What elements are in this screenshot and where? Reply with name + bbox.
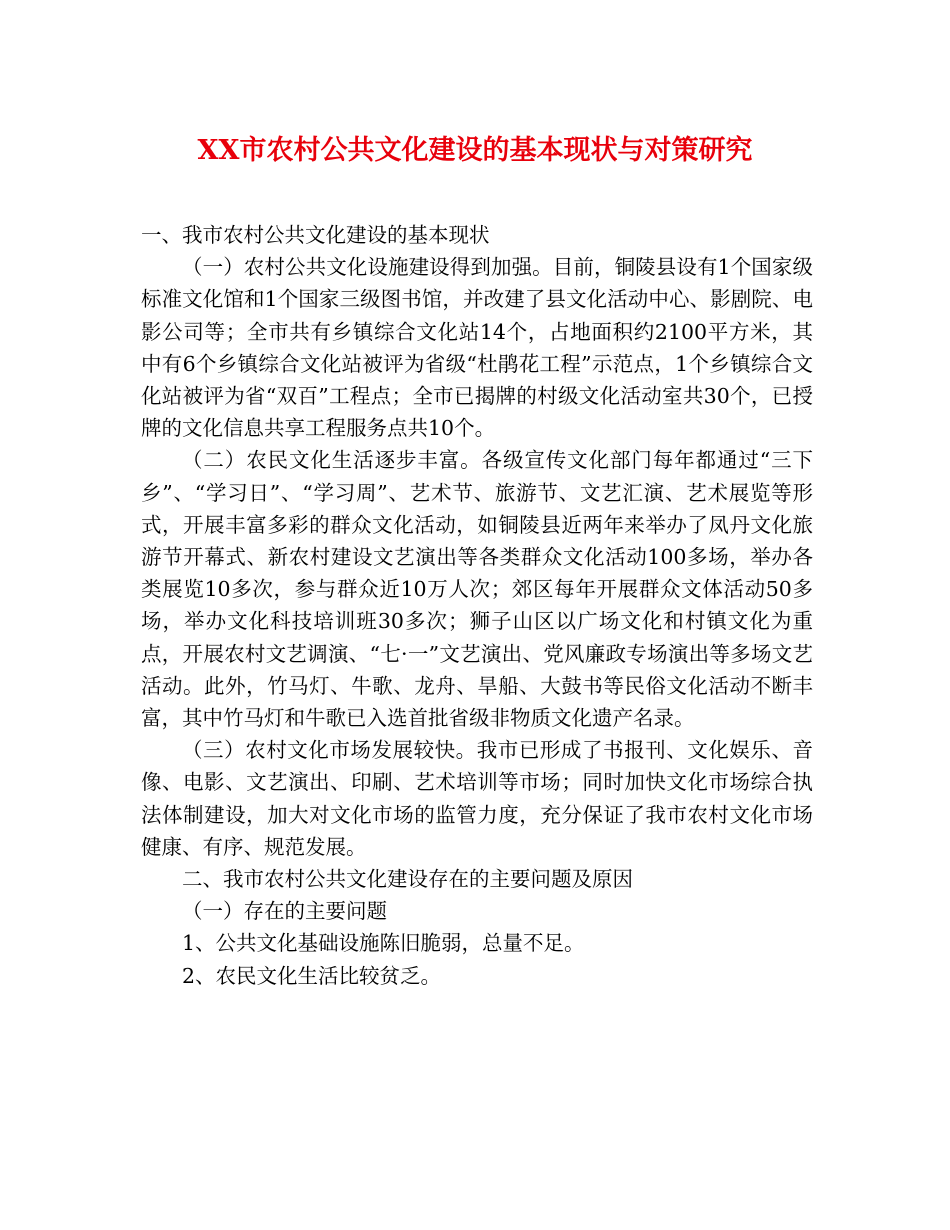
list-item-2: 2、农民文化生活比较贫乏。 (182, 963, 442, 988)
paragraph-facilities: （一）农村公共文化设施建设得到加强。目前，铜陵县设有1个国家级标准文化馆和1个国家三级图书馆，并改建了县文化活动中心、影剧院、电影公司等；全市共有乡镇综合文化站14个，占地面积约2100平方米，其中有6个乡镇综合文化站被评为省级“杜鹃花工程”示范点，1个乡镇综合文化站被评为省“双百”工程点；全市已揭牌的村级文化活动室共30个，已授牌的文化信息共享工程服务点共10个。 (141, 255, 813, 441)
document-body (141, 219, 813, 992)
paragraph-cultural-life: （二）农民文化生活逐步丰富。各级宣传文化部门每年都通过“三下乡”、“学习日”、“学习周”、艺术节、旅游节、文艺汇演、艺术展览等形式，开展丰富多彩的群众文化活动，如铜陵县近两年来举办了凤丹文化旅游节开幕式、新农村建设文艺演出等各类群众文化活动100多场，举办各类展览10多次，参与群众近10万人次；郊区每年开展群众文体活动50多场，举办文化科技培训班30多次；狮子山区以广场文化和村镇文化为重点，开展农村文艺调演、“七·一”文艺演出、党风廉政专场演出等多场文艺活动。此外，竹马灯、牛歌、龙舟、旱船、大鼓书等民俗文化活动不断丰富，其中竹马灯和牛歌已入选首批省级非物质文化遗产名录。 (141, 448, 813, 731)
document-title: XX市农村公共文化建设的基本现状与对策研究 (197, 135, 753, 166)
paragraph-culture-market: （三）农村文化市场发展较快。我市已形成了书报刊、文化娱乐、音像、电影、文艺演出、印刷、艺术培训等市场；同时加快文化市场综合执法体制建设，加大对文化市场的监管力度，充分保证了我市农村文化市场健康、有序、规范发展。 (141, 738, 813, 859)
section-heading-2: 二、我市农村公共文化建设存在的主要问题及原因 (182, 867, 633, 892)
subsection-heading: （一）存在的主要问题 (182, 899, 387, 924)
section-heading-1: 一、我市农村公共文化建设的基本现状 (141, 223, 490, 247)
list-item-1: 1、公共文化基础设施陈旧脆弱，总量不足。 (182, 931, 585, 956)
